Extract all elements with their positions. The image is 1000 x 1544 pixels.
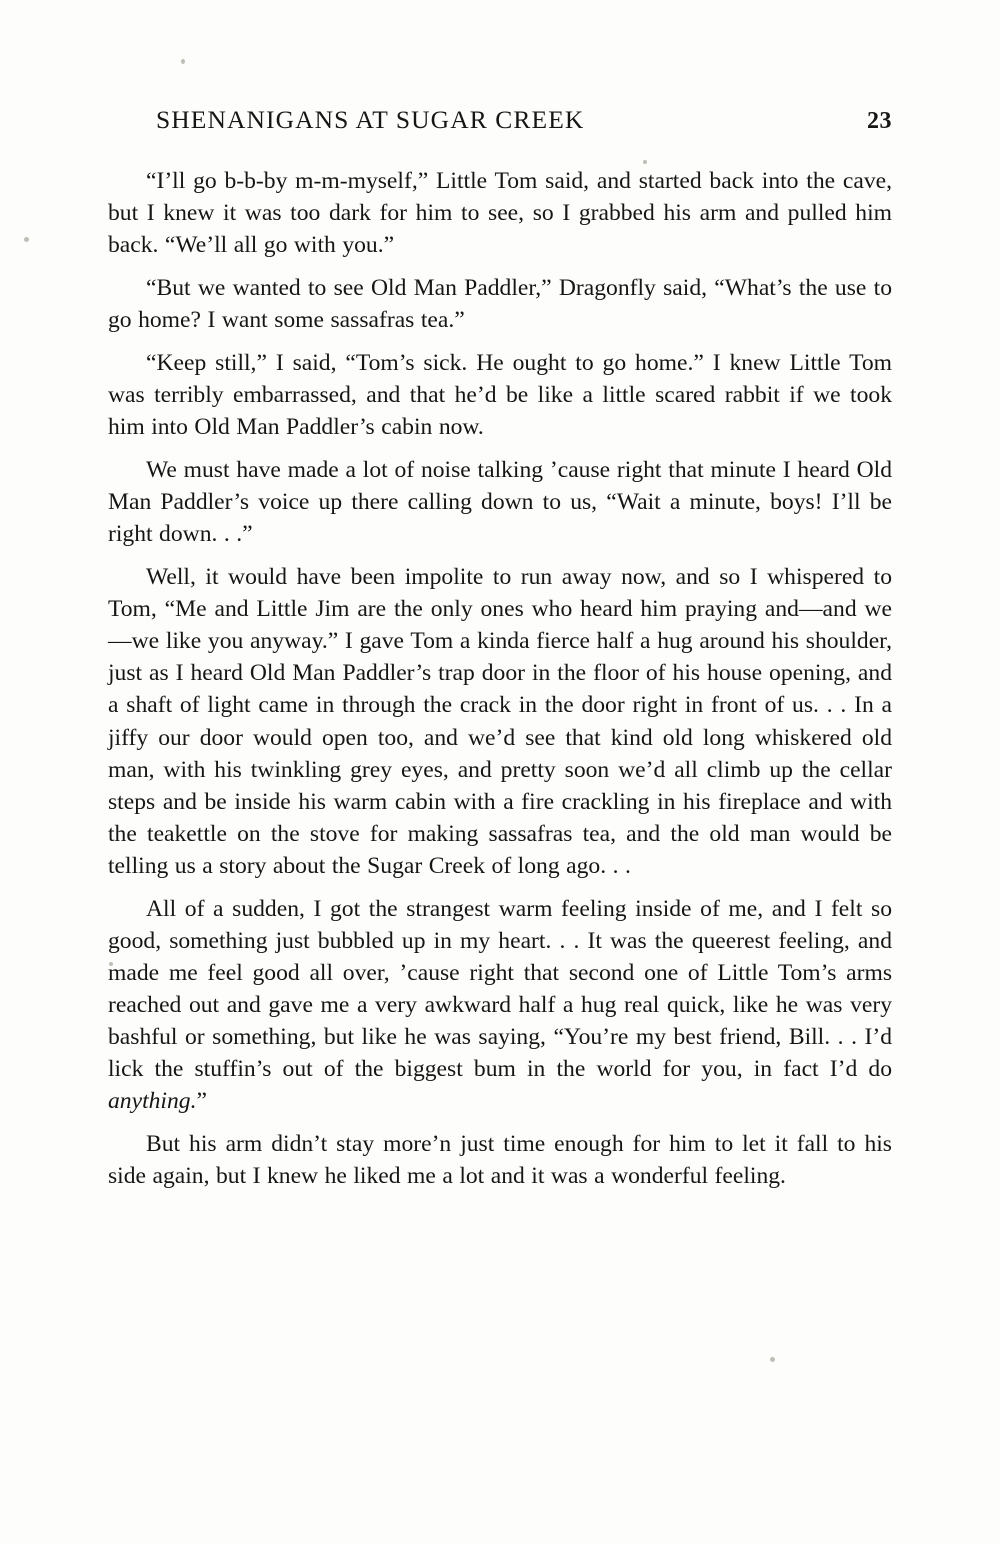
scan-speck	[24, 237, 29, 242]
page-title: SHENANIGANS AT SUGAR CREEK	[156, 105, 585, 134]
running-head	[108, 105, 892, 135]
paragraph: “But we wanted to see Old Man Paddler,” Dragonfly said, “What’s the use to go home? I want some sassafras tea.”	[108, 275, 892, 334]
emphasized-word: anything.	[108, 1087, 197, 1114]
paragraph: But his arm didn’t stay more’n just time enough for him to let it fall to his side again, but I knew he liked me a lot and it was a wonderful feeling.	[108, 1130, 892, 1189]
paragraph-tail: ”	[196, 1087, 207, 1114]
paragraph	[108, 893, 892, 1117]
scan-speck	[181, 59, 185, 64]
paragraph: “Keep still,” I said, “Tom’s sick. He ought to go home.” I knew Little Tom was terribly embarrassed, and that he’d be like a little scared rabbit if we took him into Old Man Paddler’s cabin now.	[108, 350, 892, 441]
paragraph: Well, it would have been impolite to run away now, and so I whispered to Tom, “Me and Little Jim are the only ones who heard him praying and—and we—we like you anyway.” I gave Tom a kinda fierce half a hug around his shoulder, just as I heard Old Man Paddler’s trap door in the floor of his house opening, and a shaft of light came in through the crack in the door right in front of us. . . In a jiffy our door would open too, and we’d see that kind old long whiskered old man, with his twinkling grey eyes, and pretty soon we’d all climb up the cellar steps and be inside his warm cabin with a fire crackling in his fireplace and with the teakettle on the stove for making sassafras tea, and the old man would be telling us a story about the Sugar Creek of long ago. . .	[108, 564, 892, 879]
paragraph: We must have made a lot of noise talking ’cause right that minute I heard Old Man Paddler’s voice up there calling down to us, “Wait a minute, boys! I’ll be right down. . .”	[108, 457, 892, 548]
paragraph: “I’ll go b-b-by m-m-myself,” Little Tom said, and started back into the cave, but I knew it was too dark for him to see, so I grabbed his arm and pulled him back. “We’ll all go with you.”	[108, 168, 892, 259]
page-content	[108, 105, 892, 1194]
paragraph-text: All of a sudden, I got the strangest warm feeling inside of me, and I felt so good, something just bubbled up in my heart. . . It was the queerest feeling, and made me feel good all over, ’cause right that second one of Little Tom’s arms reached out and gave me a very awkward half a hug real quick, like he was very bashful or something, but like he was saying, “You’re my best friend, Bill. . . I’d lick the stuffin’s out of the biggest bum in the world for you, in fact I’d do	[108, 895, 892, 1082]
body-text	[108, 165, 892, 1192]
scan-speck	[770, 1357, 775, 1362]
page-number: 23	[867, 108, 892, 134]
